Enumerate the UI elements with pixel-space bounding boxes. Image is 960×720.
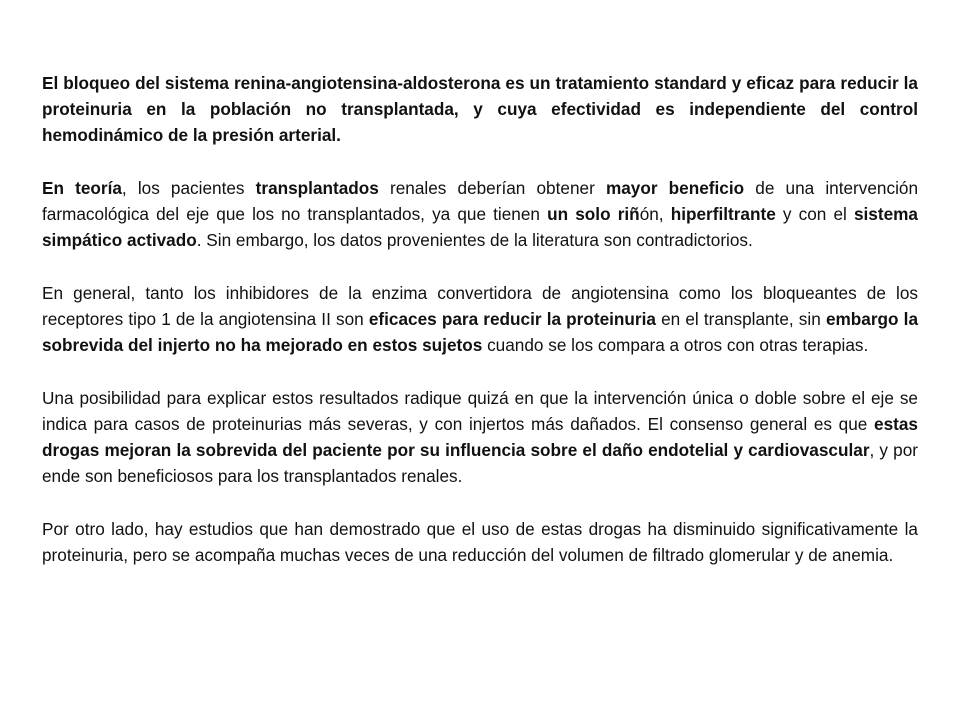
text-segment: en el transplante, sin (655, 309, 826, 329)
bold-text-segment: mayor beneficio (605, 178, 745, 198)
bold-text-segment: En teoría (42, 178, 122, 198)
text-segment: , y por ende son beneficiosos para los transplantados renales. (42, 440, 919, 486)
text-segment: renales deberían obtener (378, 178, 606, 198)
bold-text-segment: transplantados (255, 178, 379, 198)
paragraph-other-studies (42, 516, 918, 568)
text-segment: Por otro lado, hay estudios que han demostrado que el uso de estas drogas ha disminuido significativamente la proteinuria, pero se acompaña muchas veces de una reducción del volumen de filtrado glomerular y de anemia. (42, 519, 918, 565)
text-segment: Una posibilidad para explicar estos resultados radique quizá en que la intervención única o doble sobre el eje se indica para casos de proteinurias más severas, y con injertos más dañados. El consenso general es que (42, 388, 918, 434)
text-segment: cuando se los compara a otros con otras terapias. (482, 335, 869, 355)
text-segment: . Sin embargo, los datos provenientes de la literatura son contradictorios. (196, 230, 753, 250)
text-segment: y con el (775, 204, 854, 224)
paragraph-general (42, 280, 918, 358)
text-segment: ón, (639, 204, 671, 224)
text-segment: de una intervención farmacológica del eje que los no transplantados, ya que tienen (42, 178, 919, 224)
paragraph-theory (42, 175, 918, 253)
bold-text-segment: hiperfiltrante (670, 204, 776, 224)
text-segment: , los pacientes (121, 178, 256, 198)
bold-text-segment: estas drogas mejoran la sobrevida del paciente por su influencia sobre el daño endotelial y cardiovascular (42, 414, 918, 460)
bold-text-segment: embargo la sobrevida del injerto no ha mejorado en estos sujetos (42, 309, 918, 355)
bold-text-segment: El bloqueo del sistema renina-angiotensina-aldosterona es un tratamiento standard y eficaz para reducir la proteinuria en la población no transplantada, y cuya efectividad es independiente del control hemodinámico de la presión arterial. (42, 73, 918, 145)
bold-text-segment: eficaces para reducir la proteinuria (368, 309, 656, 329)
paragraph-possibility (42, 385, 918, 489)
bold-text-segment: sistema simpático activado (42, 204, 918, 250)
paragraph-ras-blockade (42, 70, 918, 148)
bold-text-segment: un solo riñ (547, 204, 640, 224)
text-segment: En general, tanto los inhibidores de la enzima convertidora de angiotensina como los bloqueantes de los receptores tipo 1 de la angiotensina II son (42, 283, 918, 329)
